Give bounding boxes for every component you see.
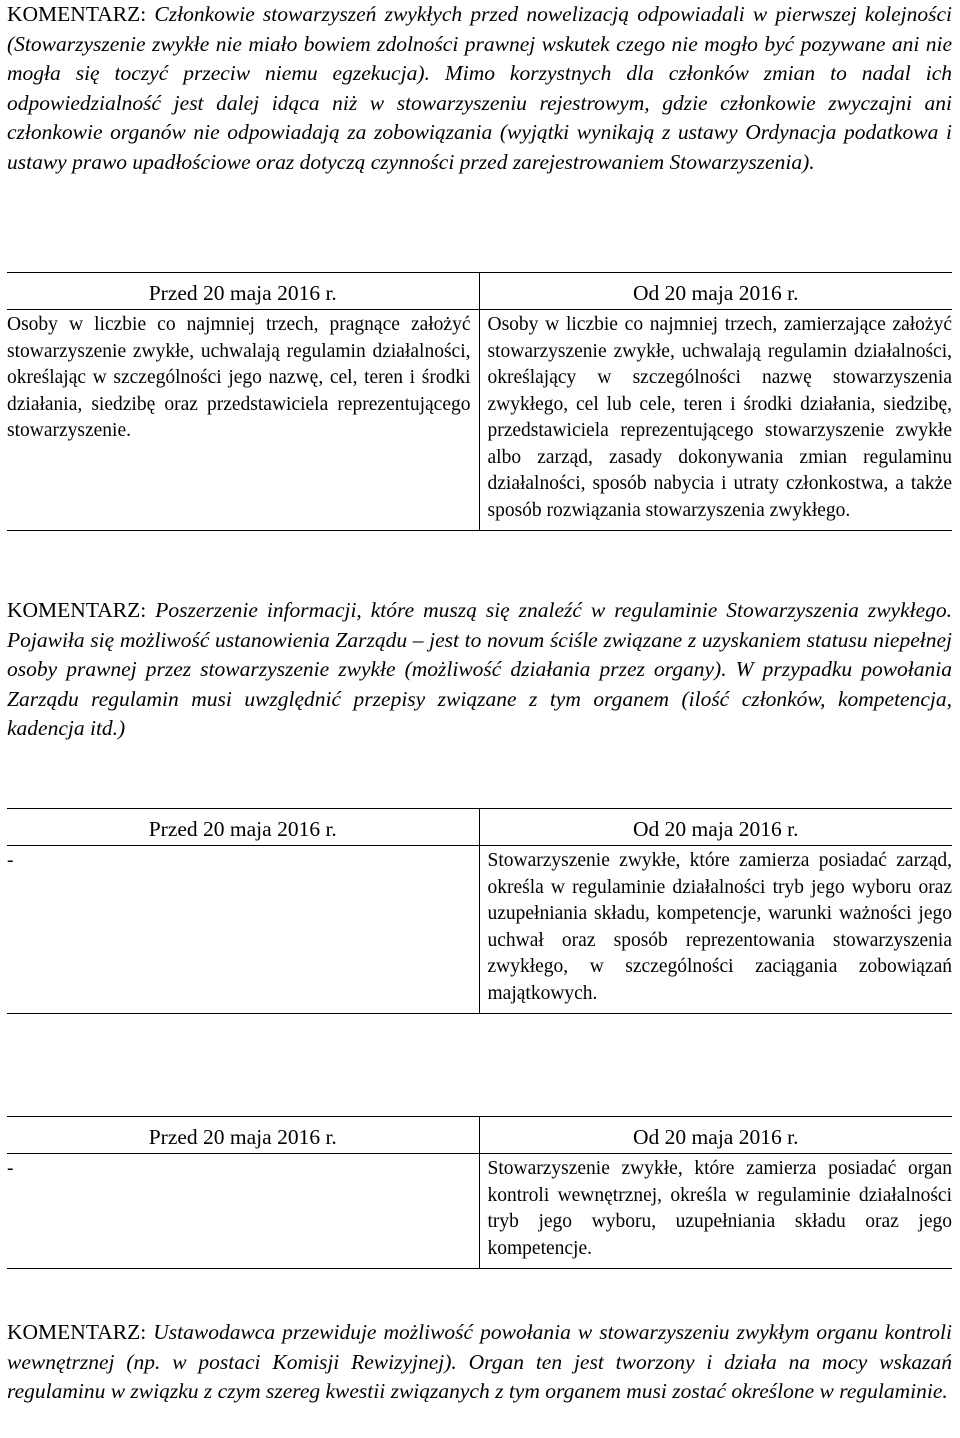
comment-text: Członkowie stowarzyszeń zwykłych przed nowelizacją odpowiadali w pierwszej kolejności (Stowarzyszenie zwykłe nie miało bowiem zdolności prawnej wskutek czego nie mogło być pozywane ani nie mogła się toczyć przeciw niemu egzekucja). Mimo korzystnych dla członków zmian to nadal ich odpowiedzialność jest dalej idąca niż w stowarzyszeniu rejestrowym, gdzie członkowie zwyczajni ani członkowie organów nie odpowiadają za zobowiązania (wyjątki wynikają z ustawy Ordynacja podatkowa i ustawy prawo upadłościowe oraz dotyczą czynności przed zarejestrowaniem Stowarzyszenia). <box>7 2 952 174</box>
comment-label: KOMENTARZ: <box>7 598 147 622</box>
comment-text: Poszerzenie informacji, które muszą się znaleźć w regulaminie Stowarzyszenia zwykłego. Pojawiła się możliwość ustanowienia Zarządu – jest to novum ściśle związane z uzyskaniem statusu niepełnej osoby prawnej przez stowarzyszenie zwykłe (możliwość działania przez organy). W przypadku powołania Zarządu regulamin musi uwzględnić przepisy związane z tym organem (ilość członków, kompetencja, kadencja itd.) <box>7 598 953 741</box>
header-after: Od 20 maja 2016 r. <box>479 1117 952 1154</box>
cell-before: - <box>7 1154 479 1269</box>
comparison-table-1 <box>7 272 952 531</box>
comment-label: KOMENTARZ: <box>7 2 147 26</box>
comment-label: KOMENTARZ: <box>7 1320 147 1344</box>
cell-after: Stowarzyszenie zwykłe, które zamierza posiadać organ kontroli wewnętrznej, określa w regulaminie działalności tryb jego wyboru, uzupełniania składu oraz jego kompetencje. <box>479 1154 952 1269</box>
comment-2 <box>7 596 952 744</box>
cell-after: Osoby w liczbie co najmniej trzech, zamierzające założyć stowarzyszenie zwykłe, uchwalają regulamin działalności, określający w szczególności nazwę stowarzyszenia zwykłego, cel lub cele, teren i środki działania, siedzibę, przedstawiciela reprezentującego stowarzyszenie zwykłe albo zarząd, zasady dokonywania zmian regulaminu działalności, sposób nabycia i utraty członkostwa, a także sposób rozwiązania stowarzyszenia zwykłego. <box>479 310 952 531</box>
comment-3 <box>7 1318 952 1407</box>
header-before: Przed 20 maja 2016 r. <box>7 809 479 846</box>
comparison-table-2 <box>7 808 952 1014</box>
header-after: Od 20 maja 2016 r. <box>479 273 952 310</box>
comment-text: Ustawodawca przewiduje możliwość powołania w stowarzyszeniu zwykłym organu kontroli wewnętrznej (np. w postaci Komisji Rewizyjnej). Organ ten jest tworzony i działa na mocy wskazań regulaminu w związku z czym szereg kwestii związanych z tym organem musi zostać określone w regulaminie. <box>7 1320 953 1404</box>
header-before: Przed 20 maja 2016 r. <box>7 1117 479 1154</box>
comment-1 <box>7 0 952 178</box>
cell-before: Osoby w liczbie co najmniej trzech, pragnące założyć stowarzyszenie zwykłe, uchwalają regulamin działalności, określając w szczególności jego nazwę, cel, teren i środki działania, siedzibę oraz przedstawiciela reprezentującego stowarzyszenie. <box>7 310 479 531</box>
cell-before: - <box>7 846 479 1014</box>
header-after: Od 20 maja 2016 r. <box>479 809 952 846</box>
cell-after: Stowarzyszenie zwykłe, które zamierza posiadać zarząd, określa w regulaminie działalności tryb jego wyboru oraz uzupełniania składu, kompetencje, warunki ważności jego uchwał oraz sposób reprezentowania stowarzyszenia zwykłego, w szczególności zaciągania zobowiązań majątkowych. <box>479 846 952 1014</box>
comparison-table-3 <box>7 1116 952 1269</box>
header-before: Przed 20 maja 2016 r. <box>7 273 479 310</box>
